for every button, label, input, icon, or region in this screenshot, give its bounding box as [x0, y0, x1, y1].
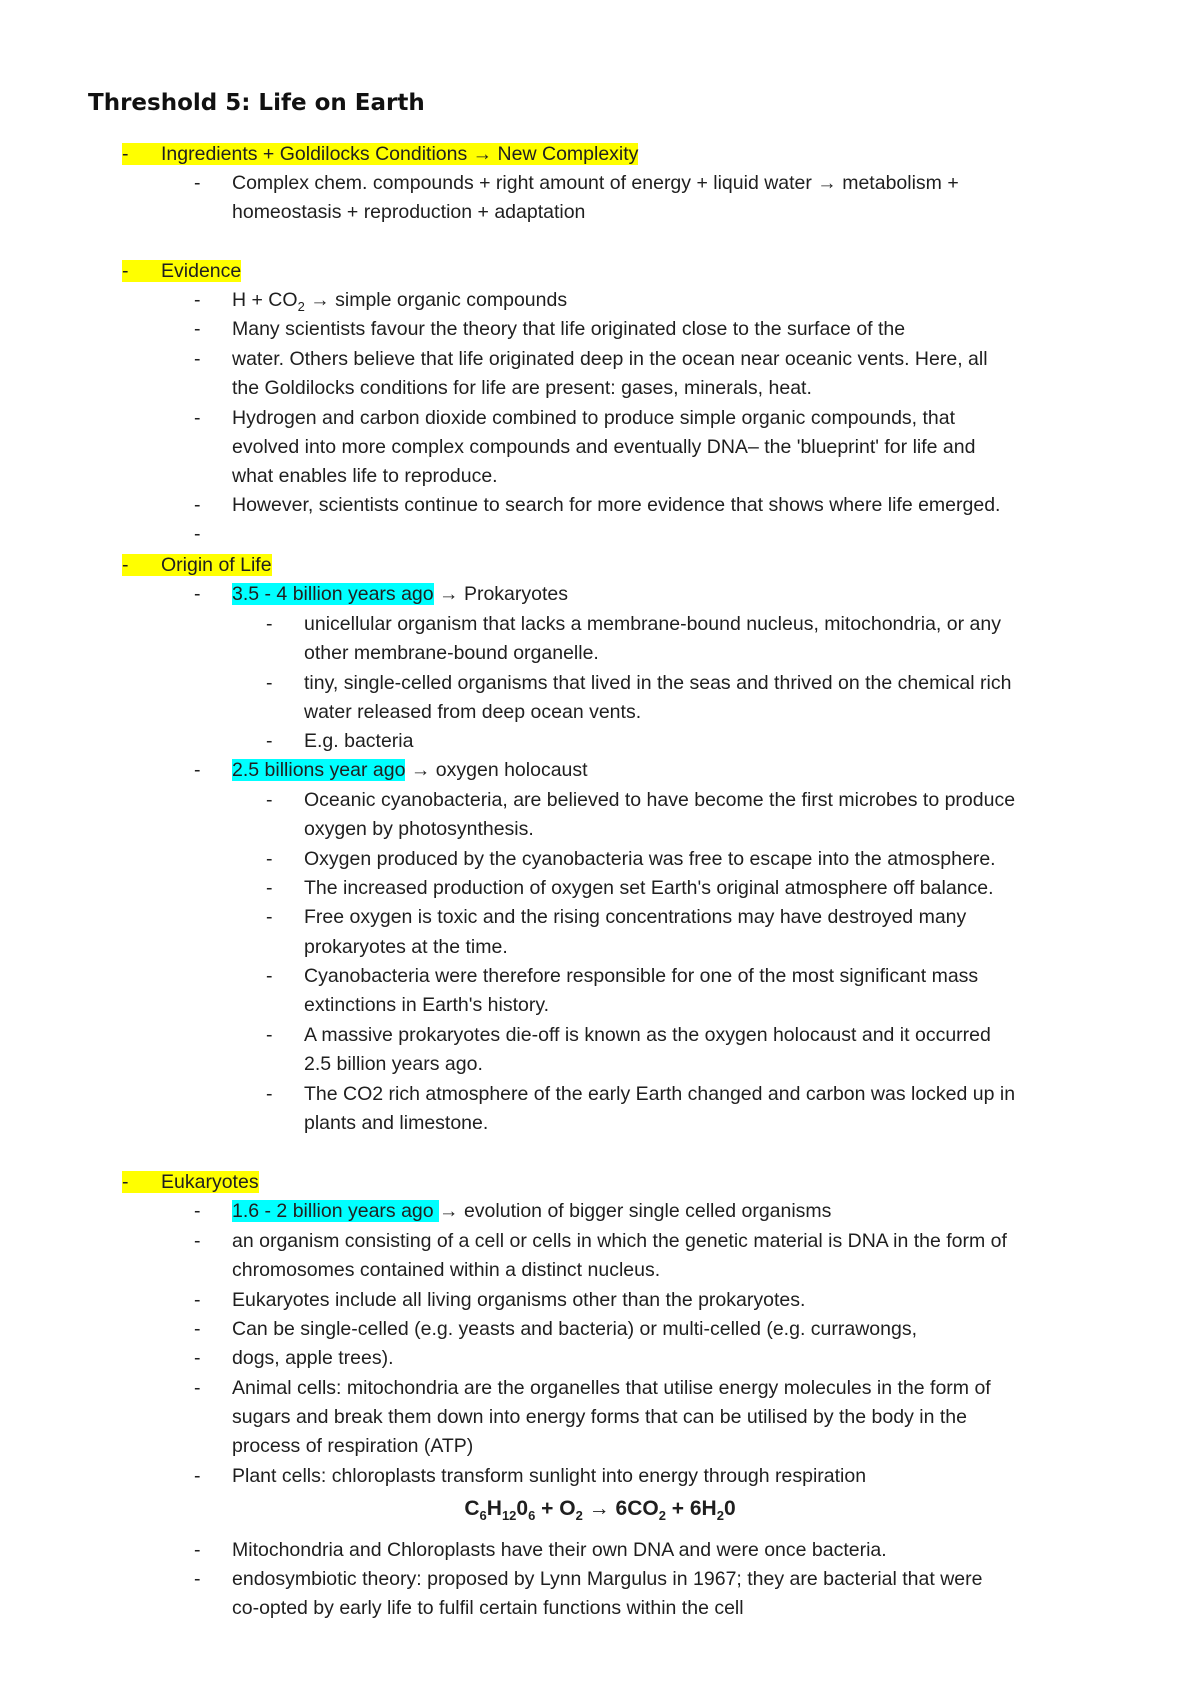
bullet-dash: - — [266, 730, 273, 752]
bullet-dash: - — [194, 759, 201, 781]
list-item-continuation: 2.5 billion years ago. — [304, 1053, 483, 1075]
subscript: 2 — [297, 298, 305, 314]
highlight-date: 2.5 billions year ago — [232, 759, 406, 781]
bullet-dash: - — [266, 1083, 273, 1105]
bullet-dash: - — [194, 523, 201, 545]
bullet-dash: - — [122, 143, 129, 165]
list-item-continuation: extinctions in Earth's history. — [304, 994, 550, 1016]
highlight — [122, 554, 272, 576]
bullet-dash: - — [266, 877, 273, 899]
list-item: A massive prokaryotes die-off is known as the oxygen holocaust and it occurred — [304, 1024, 991, 1046]
bullet-dash: - — [194, 583, 201, 605]
bullet-dash: - — [122, 260, 129, 282]
bullet-dash: - — [266, 965, 273, 987]
bullet-dash: - — [122, 1171, 129, 1193]
bullet-dash: - — [266, 613, 273, 635]
list-item: Hydrogen and carbon dioxide combined to produce simple organic compounds, that — [232, 407, 956, 429]
eq-text: 0 — [723, 1497, 736, 1520]
eq-text: C — [464, 1497, 480, 1520]
eq-subscript: 12 — [501, 1508, 517, 1524]
bullet-dash: - — [194, 1377, 201, 1399]
list-item: unicellular organism that lacks a membrane-bound nucleus, mitochondria, or any — [304, 613, 1001, 635]
bullet-dash: - — [194, 407, 201, 429]
section-heading-origin — [122, 551, 272, 580]
list-item-continuation: other membrane-bound organelle. — [304, 642, 599, 664]
list-item — [232, 756, 588, 785]
section-heading-eukaryotes — [122, 1168, 259, 1197]
highlight — [122, 1171, 259, 1193]
bullet-dash: - — [266, 789, 273, 811]
list-item: endosymbiotic theory: proposed by Lynn Margulus in 1967; they are bacterial that were — [232, 1568, 983, 1590]
highlight-date: 3.5 - 4 billion years ago — [232, 583, 434, 605]
list-item: dogs, apple trees). — [232, 1347, 394, 1369]
bullet-dash: - — [194, 1465, 201, 1487]
bullet-dash: - — [194, 1568, 201, 1590]
list-item-continuation: water released from deep ocean vents. — [304, 701, 642, 723]
bullet-dash: - — [194, 1539, 201, 1561]
eq-text: + O — [535, 1497, 576, 1520]
heading-text: Origin of Life — [161, 554, 272, 576]
text: → Prokaryotes — [433, 583, 569, 605]
bullet-dash: - — [194, 1289, 201, 1311]
eq-subscript: 2 — [658, 1508, 666, 1524]
bullet-dash: - — [194, 1230, 201, 1252]
list-item: Eukaryotes include all living organisms other than the prokaryotes. — [232, 1289, 806, 1311]
bullet-dash: - — [266, 1024, 273, 1046]
eq-subscript: 6 — [479, 1508, 487, 1524]
list-item: Can be single-celled (e.g. yeasts and bacteria) or multi-celled (e.g. currawongs, — [232, 1318, 917, 1340]
list-item-continuation: what enables life to reproduce. — [232, 465, 498, 487]
bullet-dash: - — [122, 554, 129, 576]
list-item: Complex chem. compounds + right amount of energy + liquid water → metabolism + — [232, 172, 959, 194]
list-item-continuation: co-opted by early life to fulfil certain functions within the cell — [232, 1597, 744, 1619]
text: → simple organic compounds — [304, 289, 568, 311]
list-item — [232, 1197, 831, 1226]
list-item: Many scientists favour the theory that life originated close to the surface of the — [232, 318, 906, 340]
list-item-continuation: chromosomes contained within a distinct nucleus. — [232, 1259, 661, 1281]
text: H + CO — [232, 289, 298, 311]
list-item-continuation: the Goldilocks conditions for life are present: gases, minerals, heat. — [232, 377, 812, 399]
list-item: tiny, single-celled organisms that lived in the seas and thrived on the chemical rich — [304, 672, 1012, 694]
list-item-continuation: homeostasis + reproduction + adaptation — [232, 201, 586, 223]
list-item: Animal cells: mitochondria are the organelles that utilise energy molecules in the form of — [232, 1377, 991, 1399]
bullet-dash: - — [194, 494, 201, 516]
eq-subscript: 2 — [575, 1508, 583, 1524]
highlight-date: 1.6 - 2 billion years ago — [232, 1200, 440, 1222]
section-heading-evidence — [122, 257, 241, 286]
highlight — [122, 260, 241, 282]
list-item: water. Others believe that life originated deep in the ocean near oceanic vents. Here, all — [232, 348, 988, 370]
list-item: Oxygen produced by the cyanobacteria was free to escape into the atmosphere. — [304, 848, 996, 870]
bullet-dash: - — [194, 1200, 201, 1222]
bullet-dash: - — [194, 1318, 201, 1340]
list-item-continuation: process of respiration (ATP) — [232, 1435, 474, 1457]
list-item: The CO2 rich atmosphere of the early Earth changed and carbon was locked up in — [304, 1083, 1016, 1105]
list-item-continuation: evolved into more complex compounds and eventually DNA– the 'blueprint' for life and — [232, 436, 976, 458]
text: → oxygen holocaust — [405, 759, 588, 781]
heading-text: Evidence — [161, 260, 242, 282]
bullet-dash: - — [194, 318, 201, 340]
list-item: Plant cells: chloroplasts transform sunlight into energy through respiration — [232, 1465, 867, 1487]
text: → evolution of bigger single celled organisms — [439, 1200, 832, 1222]
bullet-dash: - — [266, 906, 273, 928]
list-item: E.g. bacteria — [304, 730, 414, 752]
page-title: Threshold 5: Life on Earth — [88, 90, 425, 116]
list-item: Cyanobacteria were therefore responsible for one of the most significant mass — [304, 965, 979, 987]
bullet-dash: - — [266, 672, 273, 694]
bullet-dash: - — [194, 172, 201, 194]
list-item-continuation: prokaryotes at the time. — [304, 936, 508, 958]
bullet-dash: - — [194, 289, 201, 311]
list-item — [232, 580, 568, 609]
eq-subscript: 2 — [716, 1508, 724, 1524]
bullet-dash: - — [194, 348, 201, 370]
eq-text: 0 — [516, 1497, 529, 1520]
list-item: Free oxygen is toxic and the rising concentrations may have destroyed many — [304, 906, 967, 928]
eq-subscript: 6 — [528, 1508, 536, 1524]
list-item-continuation: oxygen by photosynthesis. — [304, 818, 534, 840]
list-item: However, scientists continue to search for more evidence that shows where life emerged. — [232, 494, 1001, 516]
heading-text: Ingredients + Goldilocks Conditions → New Complexity — [161, 143, 639, 165]
list-item-continuation: sugars and break them down into energy forms that can be utilised by the body in the — [232, 1406, 967, 1428]
bullet-dash: - — [266, 848, 273, 870]
bullet-dash: - — [194, 1347, 201, 1369]
list-item: Oceanic cyanobacteria, are believed to have become the first microbes to produce — [304, 789, 1016, 811]
highlight — [122, 143, 638, 165]
heading-text: Eukaryotes — [161, 1171, 259, 1193]
photosynthesis-equation — [0, 1497, 1200, 1523]
list-item: Mitochondria and Chloroplasts have their own DNA and were once bacteria. — [232, 1539, 887, 1561]
list-item: an organism consisting of a cell or cells in which the genetic material is DNA in the form of — [232, 1230, 1007, 1252]
eq-text: H — [486, 1497, 502, 1520]
list-item-continuation: plants and limestone. — [304, 1112, 489, 1134]
list-item: The increased production of oxygen set Earth's original atmosphere off balance. — [304, 877, 994, 899]
section-heading-ingredients — [122, 140, 638, 169]
eq-text: → 6CO — [582, 1497, 659, 1520]
eq-text: + 6H — [665, 1497, 717, 1520]
